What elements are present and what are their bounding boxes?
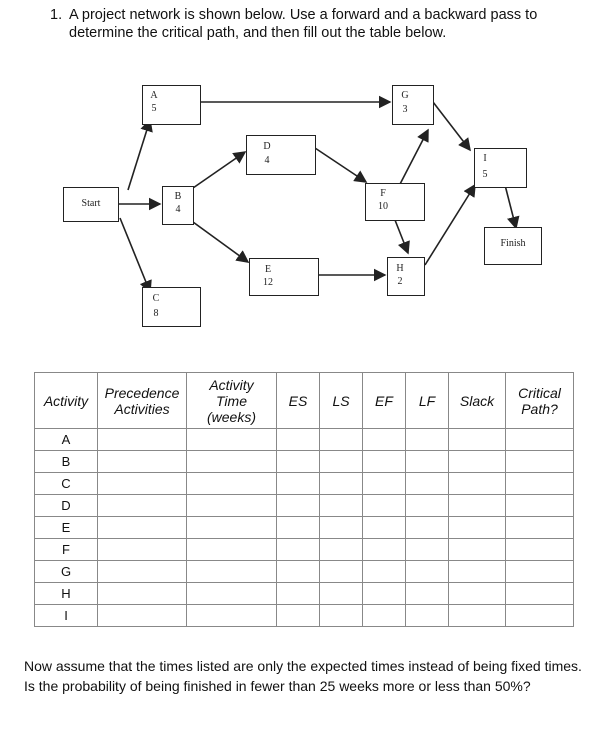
question-line-2: determine the critical path, and then fill out the table below. [69, 25, 447, 41]
header-ef: EF [363, 373, 406, 429]
arrow-b-e [193, 222, 248, 262]
row-activity: E [35, 517, 98, 539]
activity-table [34, 372, 574, 627]
header-precedence: Precedence Activities [98, 373, 187, 429]
table-header-row [35, 373, 574, 429]
table-row [35, 539, 574, 561]
row-activity: I [35, 605, 98, 627]
table-row [35, 561, 574, 583]
followup-question: Now assume that the times listed are only the expected times instead of being fixed times. Is the probability of being finished in fewer than 25 weeks more or less than 50%? [24, 658, 582, 694]
table-row [35, 495, 574, 517]
node-c: C 8 [142, 287, 201, 327]
table-row [35, 473, 574, 495]
table-row [35, 605, 574, 627]
node-g: G 3 [392, 85, 434, 125]
table-row [35, 429, 574, 451]
start-node: Start [63, 187, 119, 222]
node-e: E 12 [249, 258, 319, 296]
row-activity: H [35, 583, 98, 605]
row-activity: F [35, 539, 98, 561]
arrow-start-a [128, 120, 150, 190]
arrow-d-f [315, 148, 366, 182]
question-line-1: A project network is shown below. Use a forward and a backward pass to [69, 7, 538, 23]
table-row [35, 451, 574, 473]
header-ls: LS [320, 373, 363, 429]
header-activity-time: Activity Time (weeks) [187, 373, 277, 429]
node-f: F 10 [365, 183, 425, 221]
table-row [35, 583, 574, 605]
arrow-f-h [395, 220, 408, 253]
node-i: I 5 [474, 148, 527, 188]
arrow-b-d [193, 152, 245, 188]
row-activity: G [35, 561, 98, 583]
header-critical-path: Critical Path? [506, 373, 574, 429]
row-activity: C [35, 473, 98, 495]
arrow-f-g [398, 130, 428, 188]
node-d: D 4 [246, 135, 316, 175]
row-activity: D [35, 495, 98, 517]
arrow-i-finish [505, 185, 516, 228]
arrow-start-c [120, 218, 150, 292]
node-b: B 4 [162, 186, 194, 225]
row-activity: A [35, 429, 98, 451]
row-activity: B [35, 451, 98, 473]
arrow-g-i [433, 102, 470, 150]
node-h: H 2 [387, 257, 425, 296]
table-row [35, 517, 574, 539]
header-slack: Slack [449, 373, 506, 429]
arrow-h-i [425, 185, 475, 265]
header-lf: LF [406, 373, 449, 429]
finish-node: Finish [484, 227, 542, 265]
node-a: A 5 [142, 85, 201, 125]
header-es: ES [277, 373, 320, 429]
header-activity: Activity [35, 373, 98, 429]
question-number: 1. [50, 7, 63, 23]
